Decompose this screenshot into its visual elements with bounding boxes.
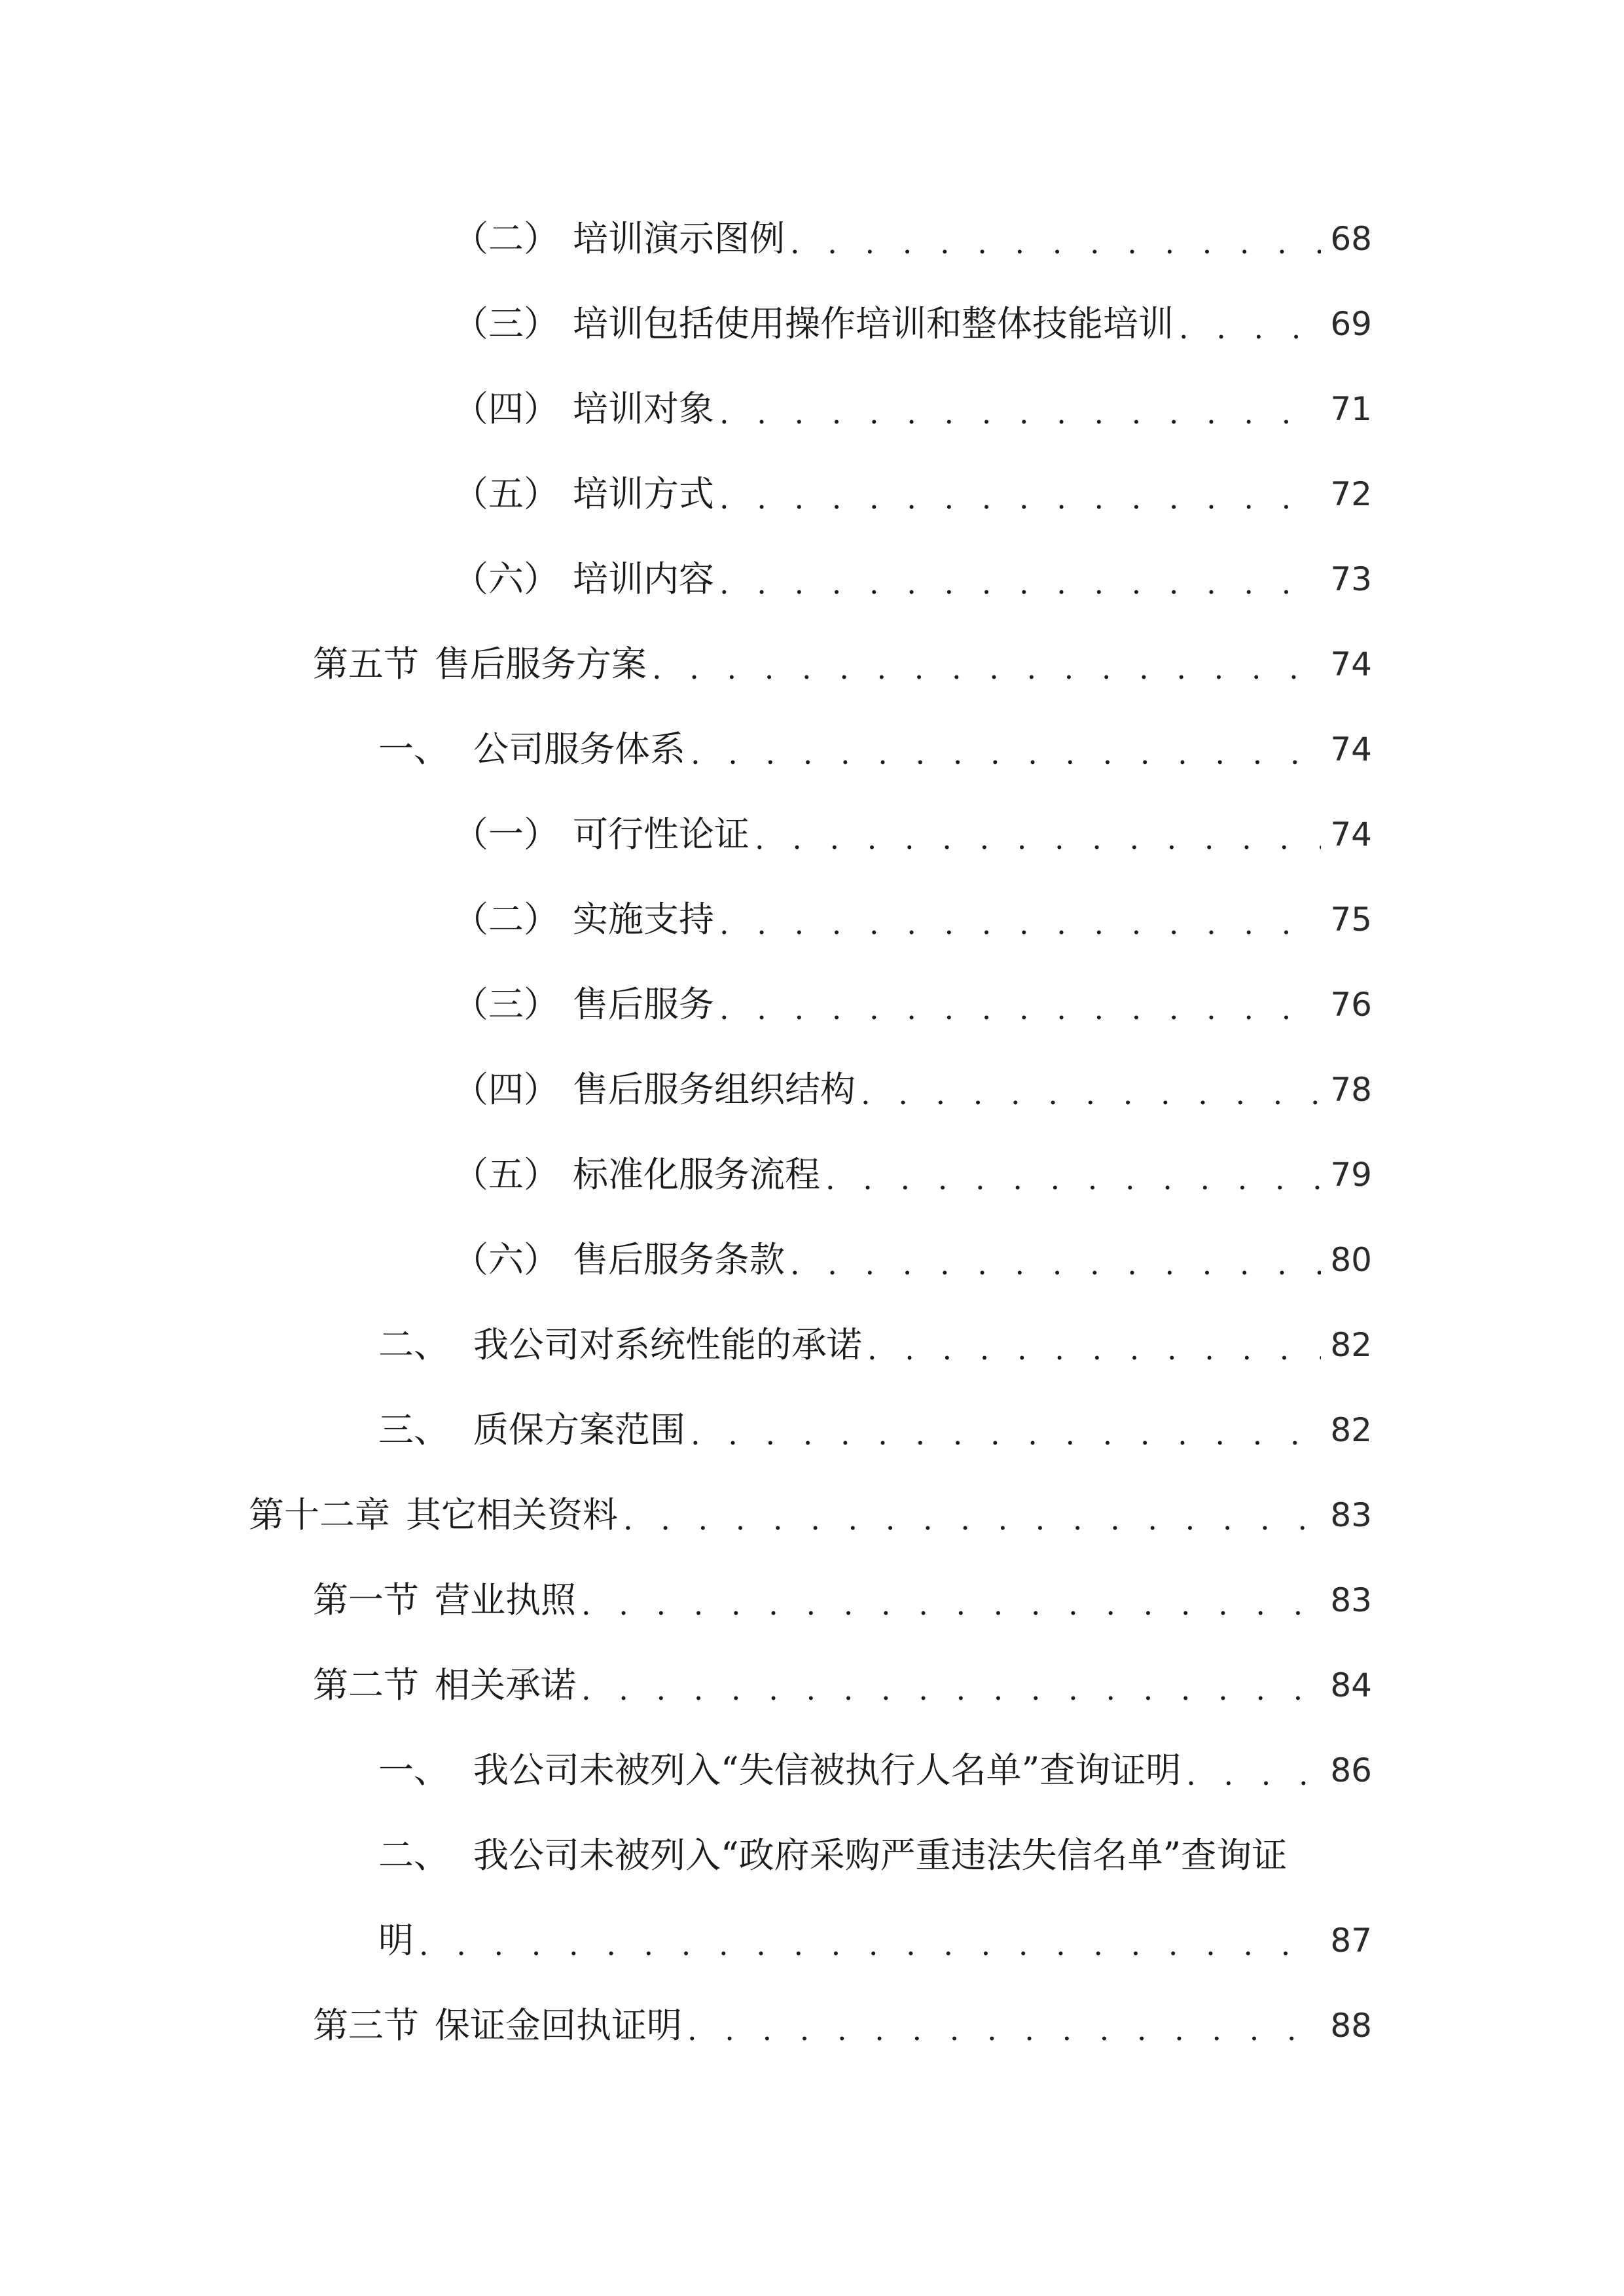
toc-entry-title: 公司服务体系 bbox=[473, 728, 685, 770]
toc-entry[interactable] bbox=[453, 1149, 1372, 1201]
dot-leader bbox=[1186, 1748, 1321, 1801]
toc-entry-number: 三、 bbox=[378, 1409, 449, 1450]
toc-entry-title: 标准化服务流程 bbox=[573, 1154, 820, 1195]
toc-entry-number: 二、 bbox=[378, 1324, 449, 1365]
toc-entry-title: 我公司对系统性能的承诺 bbox=[473, 1324, 862, 1365]
toc-entry-title: 其它相关资料 bbox=[406, 1494, 618, 1535]
toc-entry-page: 72 bbox=[1330, 475, 1372, 513]
toc-entry-title: 培训包括使用操作培训和整体技能培训 bbox=[573, 303, 1174, 344]
toc-entry-number: （五） bbox=[453, 1154, 559, 1195]
toc-entry-page: 71 bbox=[1330, 390, 1372, 428]
dot-leader bbox=[719, 557, 1321, 609]
toc-entry-number: （六） bbox=[453, 558, 559, 600]
toc-entry-page: 69 bbox=[1330, 305, 1372, 343]
toc-entry[interactable] bbox=[453, 1234, 1372, 1286]
toc-entry-title: 实施支持 bbox=[573, 899, 714, 940]
toc-entry-number: 一、 bbox=[378, 1749, 449, 1791]
toc-entry-title: 我公司未被列入“失信被执行人名单”查询证明 bbox=[473, 1749, 1182, 1791]
toc-entry[interactable] bbox=[453, 808, 1372, 861]
toc-entry[interactable] bbox=[378, 1319, 1372, 1371]
toc-entry[interactable] bbox=[378, 723, 1372, 776]
toc-entry[interactable] bbox=[453, 468, 1372, 520]
toc-entry-title: 营业执照 bbox=[435, 1579, 576, 1621]
toc-entry-page: 74 bbox=[1330, 730, 1372, 768]
toc-entry-title: 保证金回执证明 bbox=[435, 2005, 682, 2046]
toc-entry[interactable] bbox=[313, 2000, 1372, 2052]
toc-entry-page: 78 bbox=[1330, 1071, 1372, 1109]
toc-entry-page: 87 bbox=[1330, 1922, 1372, 1960]
toc-entry-page: 74 bbox=[1330, 645, 1372, 683]
toc-entry-number: 第三节 bbox=[313, 2005, 419, 2046]
toc-entry[interactable] bbox=[453, 978, 1372, 1031]
dot-leader bbox=[691, 1408, 1321, 1460]
dot-leader bbox=[867, 1323, 1321, 1375]
toc-entry-page: 75 bbox=[1330, 901, 1372, 939]
toc-entry-number: （二） bbox=[453, 218, 559, 259]
toc-entry-title: 售后服务 bbox=[573, 984, 714, 1025]
toc-entry[interactable] bbox=[249, 1489, 1372, 1541]
toc-entry-number: （二） bbox=[453, 899, 559, 940]
toc-entry-title: 售后服务方案 bbox=[435, 643, 647, 685]
toc-entry-page: 84 bbox=[1330, 1666, 1372, 1704]
toc-entry-title: 相关承诺 bbox=[435, 1664, 576, 1706]
toc-entry-title: 培训方式 bbox=[573, 473, 714, 514]
toc-entry[interactable] bbox=[453, 383, 1372, 435]
toc-entry[interactable] bbox=[313, 638, 1372, 691]
toc-entry-title: 明 bbox=[378, 1920, 414, 1961]
toc-entry-number: （四） bbox=[453, 1069, 559, 1110]
toc-entry-page: 74 bbox=[1330, 816, 1372, 853]
toc-entry-number: 第十二章 bbox=[249, 1494, 390, 1535]
toc-entry-number: （三） bbox=[453, 303, 559, 344]
toc-entry-title: 培训对象 bbox=[573, 388, 714, 429]
toc-entry-number: 第一节 bbox=[313, 1579, 419, 1621]
toc-entry-title: 质保方案范围 bbox=[473, 1409, 685, 1450]
toc-entry-page: 79 bbox=[1330, 1156, 1372, 1194]
toc-entry[interactable] bbox=[453, 213, 1372, 265]
toc-entry-page: 80 bbox=[1330, 1241, 1372, 1279]
dot-leader bbox=[790, 217, 1321, 269]
dot-leader bbox=[581, 1663, 1321, 1715]
toc-entry-title: 售后服务组织结构 bbox=[573, 1069, 856, 1110]
dot-leader bbox=[719, 982, 1321, 1035]
toc-entry-number: （五） bbox=[453, 473, 559, 514]
toc-entry-page: 82 bbox=[1330, 1411, 1372, 1449]
dot-leader bbox=[652, 642, 1321, 694]
toc-entry-title: 我公司未被列入“政府采购严重违法失信名单”查询证 bbox=[473, 1835, 1288, 1876]
toc-entry-title: 培训演示图例 bbox=[573, 218, 785, 259]
toc-entry[interactable] bbox=[453, 298, 1372, 350]
toc-entry-page: 68 bbox=[1330, 220, 1372, 258]
toc-entry-title: 可行性论证 bbox=[573, 814, 749, 855]
dot-leader bbox=[691, 727, 1321, 780]
toc-entry[interactable] bbox=[313, 1574, 1372, 1626]
toc-entry-number: 第五节 bbox=[313, 643, 419, 685]
toc-entry-number: （六） bbox=[453, 1239, 559, 1280]
toc-entry[interactable] bbox=[453, 893, 1372, 946]
toc-entry-wrapped-line[interactable] bbox=[378, 1829, 1372, 1882]
toc-entry-title: 售后服务条款 bbox=[573, 1239, 785, 1280]
toc-entry-number: 第二节 bbox=[313, 1664, 419, 1706]
dot-leader bbox=[623, 1493, 1321, 1545]
dot-leader bbox=[687, 2003, 1321, 2056]
toc-entry-number: （一） bbox=[453, 814, 559, 855]
toc-entry-page: 82 bbox=[1330, 1326, 1372, 1364]
toc-entry[interactable] bbox=[378, 1404, 1372, 1456]
toc-entry-page: 83 bbox=[1330, 1581, 1372, 1619]
dot-leader bbox=[719, 897, 1321, 950]
toc-entry[interactable] bbox=[453, 1064, 1372, 1116]
toc-entry-title: 培训内容 bbox=[573, 558, 714, 600]
dot-leader bbox=[825, 1153, 1321, 1205]
toc-entry-number: 二、 bbox=[378, 1835, 449, 1876]
toc-entry-number: 一、 bbox=[378, 728, 449, 770]
toc-entry[interactable] bbox=[313, 1659, 1372, 1712]
dot-leader bbox=[1179, 302, 1321, 354]
toc-entry[interactable] bbox=[378, 1744, 1372, 1797]
toc-entry-page: 83 bbox=[1330, 1496, 1372, 1534]
dot-leader bbox=[419, 1918, 1321, 1971]
toc-entry-continuation[interactable] bbox=[378, 1914, 1372, 1967]
toc-entry-page: 86 bbox=[1330, 1751, 1372, 1789]
dot-leader bbox=[719, 472, 1321, 524]
toc-entry[interactable] bbox=[453, 553, 1372, 605]
dot-leader bbox=[719, 387, 1321, 439]
toc-entry-page: 76 bbox=[1330, 986, 1372, 1024]
dot-leader bbox=[861, 1067, 1321, 1120]
dot-leader bbox=[581, 1578, 1321, 1630]
toc-entry-number: （四） bbox=[453, 388, 559, 429]
toc-entry-page: 73 bbox=[1330, 560, 1372, 598]
dot-leader bbox=[755, 812, 1321, 865]
toc-entry-number: （三） bbox=[453, 984, 559, 1025]
dot-leader bbox=[790, 1238, 1321, 1290]
toc-entry-page: 88 bbox=[1330, 2007, 1372, 2045]
